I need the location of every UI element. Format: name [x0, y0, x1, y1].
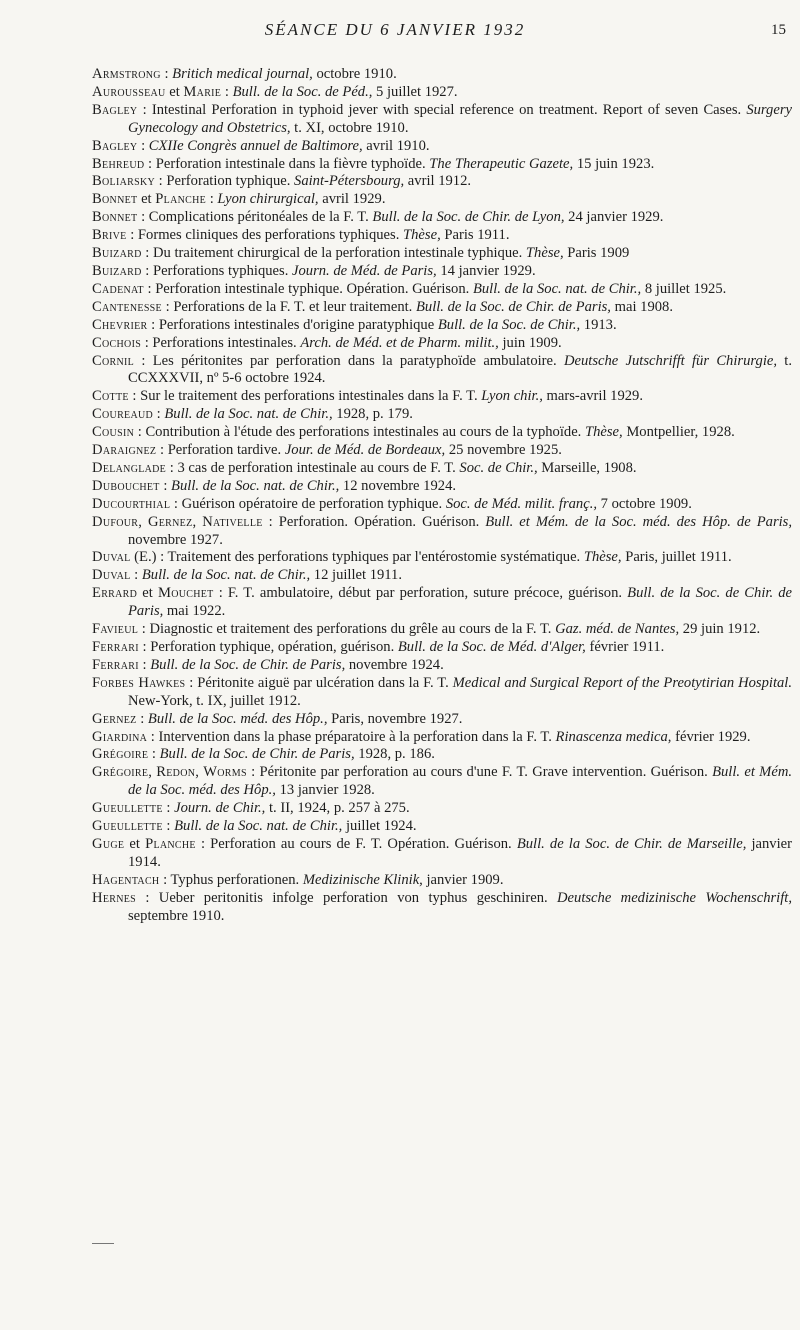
entry-source: Soc. de Méd. milit. franç., [445, 495, 597, 512]
page-number: 15 [771, 22, 786, 38]
entry-text: : Perforations intestinales d'origine paratyphique [147, 316, 438, 333]
entry-author: Duval [92, 567, 131, 584]
bibliography-entry [92, 711, 792, 729]
entry-source: Bull. de la Soc. de Chir. de Marseille, [516, 835, 747, 852]
entry-text: mai 1922. [163, 603, 226, 620]
entry-text: : Les péritonites par perforation dans la paratyphoïde ambulatoire. [134, 352, 564, 369]
entry-author: Marie [183, 83, 222, 100]
bibliography-entry [92, 353, 792, 389]
entry-text: 5 juillet 1927. [372, 83, 458, 100]
entry-source: Bull. de la Soc. nat. de Chir., [472, 280, 642, 297]
entry-author: Worms [203, 764, 247, 781]
entry-author: Cantenesse [92, 298, 162, 315]
entry-author: Cadenat [92, 280, 144, 297]
bibliography-entry [92, 299, 792, 317]
entry-text: : [159, 477, 172, 494]
entry-author: Grégoire [92, 746, 149, 763]
entry-author: Planche [155, 191, 207, 208]
entry-text: : [137, 137, 149, 154]
entry-source: Bull. de la Soc. nat. de Chir., [164, 406, 333, 423]
entry-author: Gernez [147, 513, 193, 530]
bibliography-entry [92, 549, 792, 567]
entry-text: : [162, 818, 175, 835]
bibliography-entry [92, 84, 792, 102]
bibliography-entry [92, 317, 792, 335]
entry-text: : Perforations typhiques. [141, 262, 292, 279]
entry-text: 1928, p. 186. [354, 746, 435, 763]
entry-source: Rinascenza medica, [555, 728, 672, 745]
entry-author: Boliarsky [92, 173, 155, 190]
entry-author: Buizard [92, 262, 142, 279]
entry-author: Redon [156, 764, 196, 781]
entry-text: t. CCXXXVII, nº 5-6 octobre 1924. [128, 352, 792, 387]
entry-source: Jour. de Méd. de Bordeaux, [284, 442, 446, 459]
entry-text: (E.) : Traitement des perforations typhiques par l'entérostomie systématique. [130, 549, 584, 566]
entry-text: : [221, 83, 233, 100]
entry-text: : [130, 567, 142, 584]
entry-text: janvier 1909. [422, 871, 504, 888]
entry-text: 12 juillet 1911. [310, 567, 403, 584]
entry-text: Marseille, 1908. [537, 459, 637, 476]
entry-text: : Intervention dans la phase préparatoire à la perforation dans la F. T. [147, 728, 556, 745]
entry-text: : Perforation intestinale dans la fièvre typhoïde. [144, 155, 430, 172]
bibliography-entry [92, 138, 792, 156]
entry-text: 13 janvier 1928. [275, 782, 375, 799]
entry-source: Bull. de la Soc. de Chir. de Paris, [159, 746, 355, 763]
bibliography-entry [92, 478, 792, 496]
entry-text: Paris, novembre 1927. [327, 710, 463, 727]
entry-text: : Ueber peritonitis infolge perforation von typhus geschiniren. [136, 889, 557, 906]
entry-text: : Perforation typhique, opération, guérison. [138, 639, 398, 655]
entry-source: Bull. de la Soc. nat. de Chir., [141, 567, 311, 584]
entry-author: Ducourthial [92, 495, 171, 512]
entry-source: Saint-Pétersbourg, [294, 173, 405, 190]
entry-text: et [137, 585, 158, 602]
entry-author: Guge [92, 835, 125, 852]
bibliography-entry [92, 818, 792, 836]
entry-text: : [206, 191, 218, 208]
entry-source: Deutsche Jutschrifft für Chirurgie, [563, 352, 777, 369]
entry-text: : [160, 66, 173, 82]
bibliography-entry [92, 514, 792, 550]
page-title: SÉANCE DU 6 JANVIER 1932 [264, 20, 526, 39]
entry-author: Grégoire [92, 764, 149, 781]
entry-source: Bull. de la Soc. méd. des Hôp., [147, 710, 328, 727]
entry-text: : Perforation tardive. [156, 442, 285, 459]
entry-text: , [195, 764, 204, 781]
bibliography-entry [92, 173, 792, 191]
entry-text: : Perforation typhique. [155, 173, 295, 190]
entry-text: et [165, 83, 184, 100]
entry-text: et [124, 835, 146, 852]
entry-author: Giardina [92, 728, 148, 745]
entry-author: Dubouchet [92, 477, 160, 494]
entry-text: : Formes cliniques des perforations typhiques. [126, 227, 404, 244]
entry-author: Mouchet [157, 585, 214, 602]
bibliography-entry [92, 764, 792, 800]
entry-source: Bull. de la Soc. de Chir., [437, 316, 581, 333]
entry-text: : Guérison opératoire de perforation typhique. [170, 495, 446, 512]
entry-text: : [162, 800, 175, 817]
bibliography-entry [92, 191, 792, 209]
entry-text: : Du traitement chirurgical de la perforation intestinale typhique. [141, 245, 526, 262]
running-header [0, 20, 800, 46]
entry-source: Bull. de la Soc. de Chir. de Paris, [415, 298, 611, 315]
entry-text: : Typhus perforationen. [159, 871, 303, 888]
entry-text: : Sur le traitement des perforations intestinales dans la F. T. [128, 388, 482, 405]
entry-text: Paris 1909 [563, 245, 630, 262]
bibliography-entry [92, 102, 792, 138]
entry-source: Journ. de Chir., [174, 800, 266, 817]
bibliography-entry [92, 388, 792, 406]
entry-author: Hagentach [92, 871, 160, 888]
entry-text: : [153, 406, 165, 423]
entry-text: juillet 1924. [342, 818, 417, 835]
bibliography-entry [92, 442, 792, 460]
bibliography-entry [92, 621, 792, 639]
entry-author: Cousin [92, 424, 135, 441]
entry-text: mars-avril 1929. [542, 388, 643, 405]
entry-text: : [138, 656, 151, 673]
entry-author: Duval [92, 549, 131, 566]
entry-author: Bagley [92, 137, 138, 154]
entry-author: Buizard [92, 245, 142, 262]
entry-source: Thèse, [583, 549, 622, 566]
bibliography-entry [92, 66, 792, 84]
entry-text: , [138, 513, 148, 530]
entry-author: Coureaud [92, 406, 154, 423]
entry-text: t. XI, octobre 1910. [290, 119, 409, 136]
entry-author: Nativelle [202, 513, 263, 530]
bibliography-entry [92, 263, 792, 281]
entry-text: Montpellier, 1928. [622, 424, 735, 441]
entry-source: Bull. de la Soc. de Péd., [232, 83, 373, 100]
entry-source: Lyon chir., [481, 388, 543, 405]
bibliography-entry [92, 639, 792, 657]
entry-author: Hernes [92, 889, 137, 906]
entry-source: Bull. de la Soc. nat. de Chir., [171, 477, 340, 494]
entry-text: : Diagnostic et traitement des perforations du grêle au cours de la F. T. [138, 621, 556, 638]
entry-source: CXIIe Congrès annuel de Baltimore, [148, 137, 363, 154]
entry-source: Soc. de Chir., [459, 459, 538, 476]
bibliography-entry [92, 657, 792, 675]
entry-text: avril 1910. [362, 137, 430, 154]
entry-text: avril 1929. [318, 191, 386, 208]
entry-text: février 1929. [671, 728, 751, 745]
bibliography-entry [92, 746, 792, 764]
bibliography-entry [92, 281, 792, 299]
entry-author: Gueullette [92, 800, 163, 817]
entry-text: : Péritonite par perforation au cours d'une F. T. Grave intervention. Guérison. [246, 764, 713, 781]
entry-text: 12 novembre 1924. [339, 477, 457, 494]
entry-author: Errard [92, 585, 138, 602]
entry-text: 7 octobre 1909. [597, 495, 692, 512]
entry-source: Bull. de la Soc. de Chir. de Paris, [128, 585, 792, 620]
entry-source: Gaz. méd. de Nantes, [555, 621, 680, 638]
entry-author: Gernez [92, 710, 137, 727]
entry-author: Favieul [92, 621, 139, 638]
footer-rule [92, 1243, 114, 1244]
entry-text: : Perforation. Opération. Guérison. [262, 513, 486, 530]
entry-author: Chevrier [92, 316, 148, 333]
entry-source: Thèse, [403, 227, 441, 244]
entry-text: 25 novembre 1925. [445, 442, 562, 459]
entry-text: : [136, 710, 148, 727]
bibliography-entry [92, 890, 792, 926]
entry-text: novembre 1924. [345, 656, 444, 673]
entry-text: juin 1909. [498, 334, 562, 351]
entry-text: New-York, t. IX, juillet 1912. [128, 692, 301, 709]
entry-source: Surgery Gynecology and Obstetrics, [128, 101, 792, 136]
entry-author: Cochois [92, 334, 142, 351]
entry-text: : [148, 746, 160, 763]
entry-text: : 3 cas de perforation intestinale au cours de F. T. [166, 459, 460, 476]
entry-text: et [137, 191, 156, 208]
entry-author: Ferrari [92, 656, 139, 673]
entry-text: : F. T. ambulatoire, début par perforation, suture précoce, guérison. [213, 585, 628, 602]
entry-author: Gueullette [92, 818, 163, 835]
entry-text: : Perforation au cours de F. T. Opération. Guérison. [195, 835, 517, 852]
entry-source: Bull. et Mém. de la Soc. méd. des Hôp., [128, 764, 793, 799]
bibliography-entry [92, 245, 792, 263]
entry-text: , [192, 513, 203, 530]
entry-author: Ferrari [92, 639, 139, 655]
entry-author: Aurousseau [92, 83, 166, 100]
entry-text: avril 1912. [404, 173, 472, 190]
entry-source: Arch. de Méd. et de Pharm. milit., [300, 334, 499, 351]
bibliography-entry [92, 156, 792, 174]
entry-text: : Intestinal Perforation in typhoid jever with special reference on treatment. Report of seven Cases. [137, 101, 747, 118]
bibliography-entry [92, 800, 792, 818]
entry-author: Daraignez [92, 442, 157, 459]
entry-text: 1928, p. 179. [332, 406, 413, 423]
bibliography-entry [92, 496, 792, 514]
entry-text: octobre 1910. [312, 66, 397, 82]
entry-text: : Perforations de la F. T. et leur traitement. [161, 298, 416, 315]
entry-author: Cotte [92, 388, 129, 405]
entry-source: Bull. de la Soc. de Chir. de Lyon, [372, 209, 565, 226]
bibliography-entry [92, 836, 792, 872]
entry-source: Bull. de la Soc. nat. de Chir., [174, 818, 343, 835]
entry-text: 8 juillet 1925. [641, 280, 727, 297]
entry-source: Bull. de la Soc. de Méd. d'Alger, [397, 639, 586, 655]
entry-author: Delanglade [92, 459, 167, 476]
entry-text: : Péritonite aiguë par ulcération dans la F. T. [185, 674, 453, 691]
entry-text: janvier 1914. [128, 835, 792, 870]
bibliography-entry [92, 585, 792, 621]
entry-text: Paris 1911. [440, 227, 510, 244]
entry-source: Medizinische Klinik, [302, 871, 423, 888]
entry-source: Lyon chirurgical, [217, 191, 319, 208]
entry-text: Paris, juillet 1911. [621, 549, 732, 566]
entry-author: Behreud [92, 155, 145, 172]
entry-text: 24 janvier 1929. [564, 209, 664, 226]
bibliography-entry [92, 424, 792, 442]
entry-text: 15 juin 1923. [573, 155, 655, 172]
entry-text: 29 juin 1912. [679, 621, 761, 638]
entry-source: Medical and Surgical Report of the Preotytirian Hospital. [452, 674, 792, 691]
entry-text: mai 1908. [610, 298, 673, 315]
entry-text: : Complications péritonéales de la F. T. [137, 209, 373, 226]
bibliography-entry [92, 406, 792, 424]
entry-author: Armstrong [92, 66, 161, 82]
entry-author: Bonnet [92, 209, 138, 226]
entry-text: t. II, 1924, p. 257 à 275. [265, 800, 410, 817]
bibliography-entry [92, 209, 792, 227]
entry-author: Dufour [92, 513, 139, 530]
entry-text: 1913. [580, 316, 617, 333]
bibliography-entry [92, 567, 792, 585]
entry-text: février 1911. [585, 639, 665, 655]
entry-source: Britich medical journal, [172, 66, 313, 82]
bibliography-entry [92, 675, 792, 711]
entry-source: Bull. de la Soc. de Chir. de Paris, [150, 656, 346, 673]
entry-author: Bagley [92, 101, 138, 118]
entry-author: Forbes Hawkes [92, 674, 186, 691]
bibliography-list [92, 66, 792, 926]
entry-text: , [148, 764, 157, 781]
entry-text: : Contribution à l'étude des perforations intestinales au cours de la typhoïde. [134, 424, 585, 441]
entry-text: : Perforations intestinales. [141, 334, 301, 351]
entry-text: septembre 1910. [128, 907, 225, 924]
bibliography-entry [92, 729, 792, 747]
entry-source: Thèse, [525, 245, 564, 262]
entry-source: Bull. et Mém. de la Soc. méd. des Hôp. de Paris, [485, 513, 793, 530]
bibliography-entry [92, 335, 792, 353]
entry-source: Journ. de Méd. de Paris, [292, 262, 437, 279]
entry-text: novembre 1927. [128, 531, 223, 548]
entry-text: 14 janvier 1929. [436, 262, 536, 279]
bibliography-entry [92, 460, 792, 478]
bibliography-entry [92, 227, 792, 245]
entry-author: Planche [145, 835, 196, 852]
entry-text: : Perforation intestinale typhique. Opération. Guérison. [143, 280, 473, 297]
entry-author: Brive [92, 227, 127, 244]
entry-source: Deutsche medizinische Wochenschrift, [557, 889, 792, 906]
entry-source: The Therapeutic Gazete, [429, 155, 574, 172]
entry-author: Cornil [92, 352, 135, 369]
entry-author: Bonnet [92, 191, 138, 208]
bibliography-entry [92, 872, 792, 890]
entry-source: Thèse, [584, 424, 623, 441]
